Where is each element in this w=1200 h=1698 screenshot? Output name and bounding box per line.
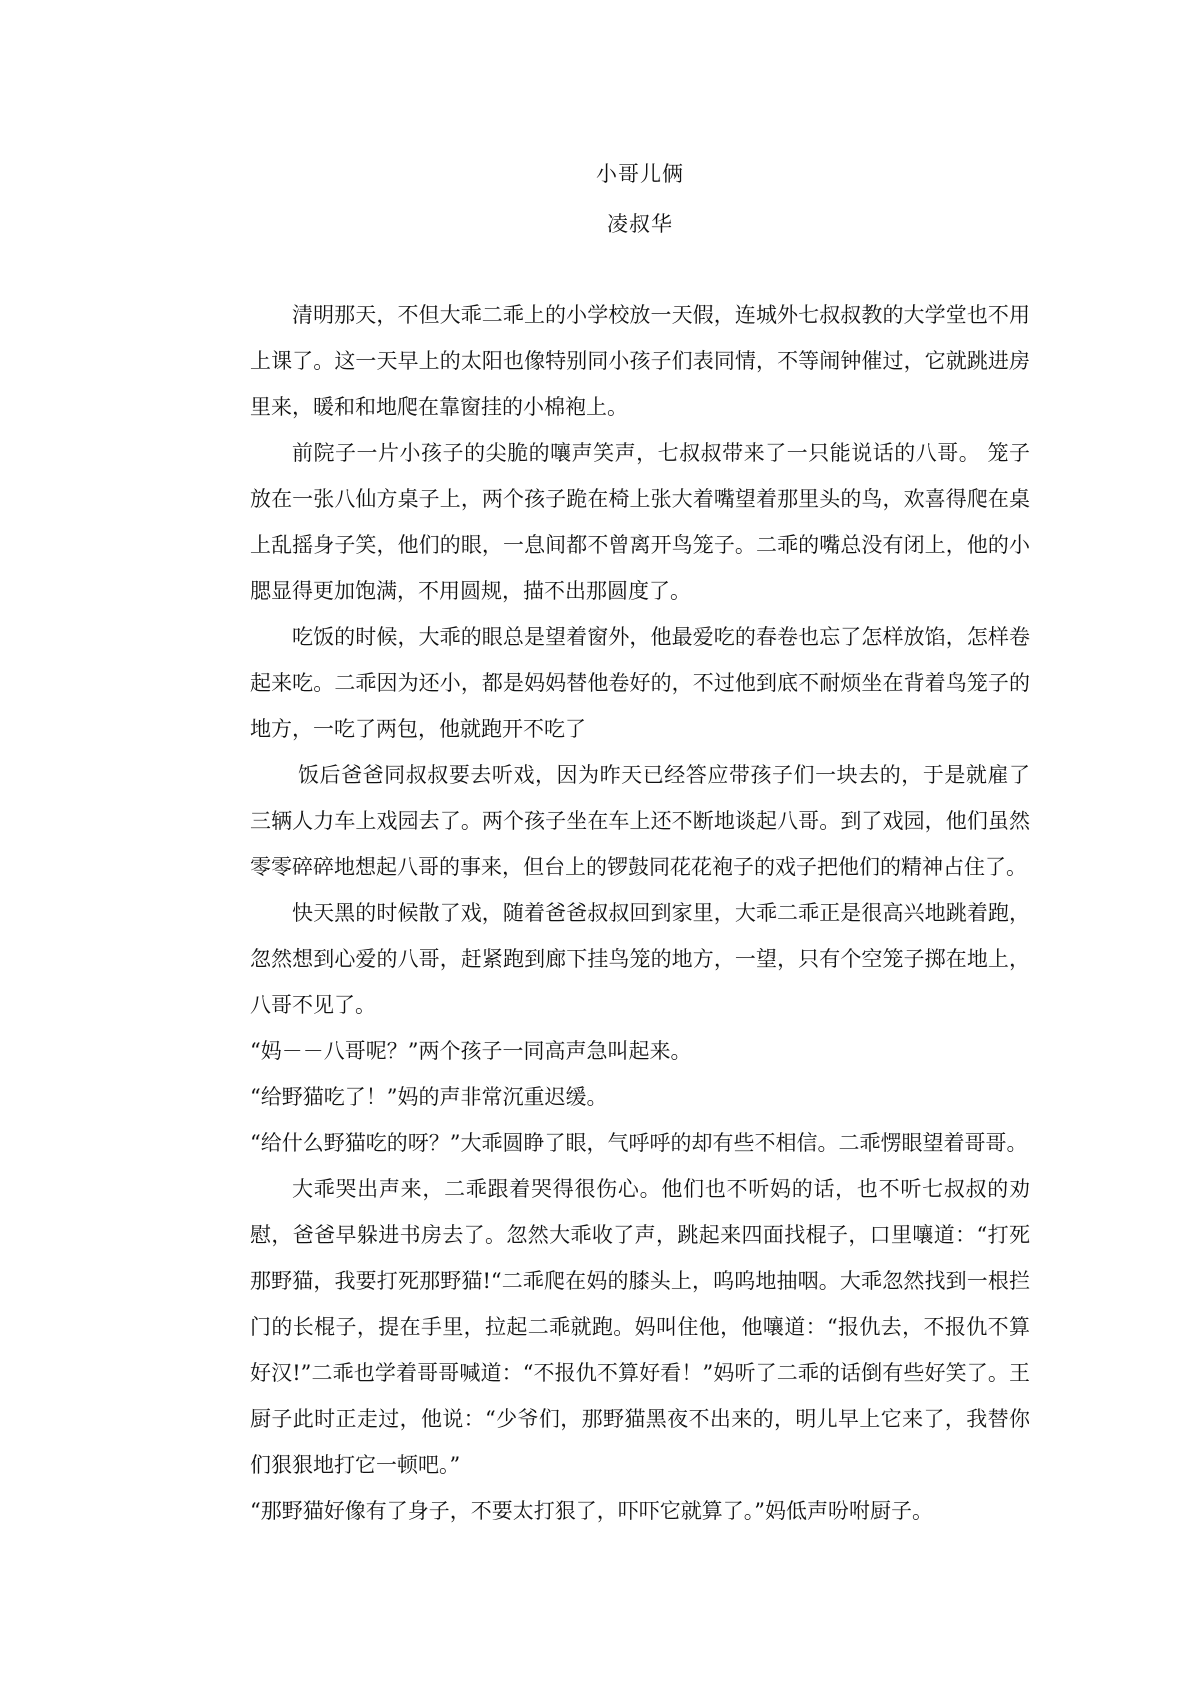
paragraph: 快天黑的时候散了戏，随着爸爸叔叔回到家里，大乖二乖正是很高兴地跳着跑，忽然想到心爱的八哥，赶紧跑到廊下挂鸟笼的地方，一望，只有个空笼子掷在地上，八哥不见了。 <box>250 901 1030 1017</box>
paragraph: “给什么野猫吃的呀？”大乖圆睁了眼，气呼呼的却有些不相信。二乖愣眼望着哥哥。 <box>250 1131 1028 1155</box>
paragraph: 饭后爸爸同叔叔要去听戏，因为昨天已经答应带孩子们一块去的，于是就雇了三辆人力车上戏园去了。两个孩子坐在车上还不断地谈起八哥。到了戏园，他们虽然零零碎碎地想起八哥的事来，但台上的锣鼓同花花袍子的戏子把他们的精神占住了。 <box>250 763 1030 879</box>
paragraph: 大乖哭出声来，二乖跟着哭得很伤心。他们也不听妈的话，也不听七叔叔的劝慰，爸爸早躲进书房去了。忽然大乖收了声，跳起来四面找棍子，口里嚷道：“打死那野猫，我要打死那野猫!“二乖爬在妈的膝头上，呜呜地抽咽。大乖忽然找到一根拦门的长棍子，提在手里，拉起二乖就跑。妈叫住他，他嚷道：“报仇去，不报仇不算好汉!”二乖也学着哥哥喊道：“不报仇不算好看！”妈听了二乖的话倒有些好笑了。王厨子此时正走过，他说：“少爷们，那野猫黑夜不出来的，明儿早上它来了，我替你们狠狠地打它一顿吧。” <box>250 1177 1030 1477</box>
paragraph: 吃饭的时候，大乖的眼总是望着窗外，他最爱吃的春卷也忘了怎样放馅，怎样卷起来吃。二乖因为还小，都是妈妈替他卷好的，不过他到底不耐烦坐在背着鸟笼子的地方，一吃了两包，他就跑开不吃了 <box>250 625 1030 741</box>
paragraph: “那野猫好像有了身子，不要太打狠了，吓吓它就算了。”妈低声吩咐厨子。 <box>250 1499 933 1523</box>
document-author: 凌叔华 <box>607 212 673 236</box>
document-body <box>250 292 1030 1534</box>
paragraph: “妈－－八哥呢？”两个孩子一同高声急叫起来。 <box>250 1039 692 1063</box>
paragraph: “给野猫吃了！”妈的声非常沉重迟缓。 <box>250 1085 608 1109</box>
document-title: 小哥儿俩 <box>596 162 684 186</box>
paragraph: 前院子一片小孩子的尖脆的嚷声笑声，七叔叔带来了一只能说话的八哥。 笼子放在一张八仙方桌子上，两个孩子跪在椅上张大着嘴望着那里头的鸟，欢喜得爬在桌上乱摇身子笑，他们的眼，一息间都不曾离开鸟笼子。二乖的嘴总没有闭上，他的小腮显得更加饱满，不用圆规，描不出那圆度了。 <box>250 441 1030 603</box>
paragraph: 清明那天，不但大乖二乖上的小学校放一天假，连城外七叔叔教的大学堂也不用上课了。这一天早上的太阳也像特别同小孩子们表同情，不等闹钟催过，它就跳进房里来，暖和和地爬在靠窗挂的小棉袍上。 <box>250 303 1030 419</box>
